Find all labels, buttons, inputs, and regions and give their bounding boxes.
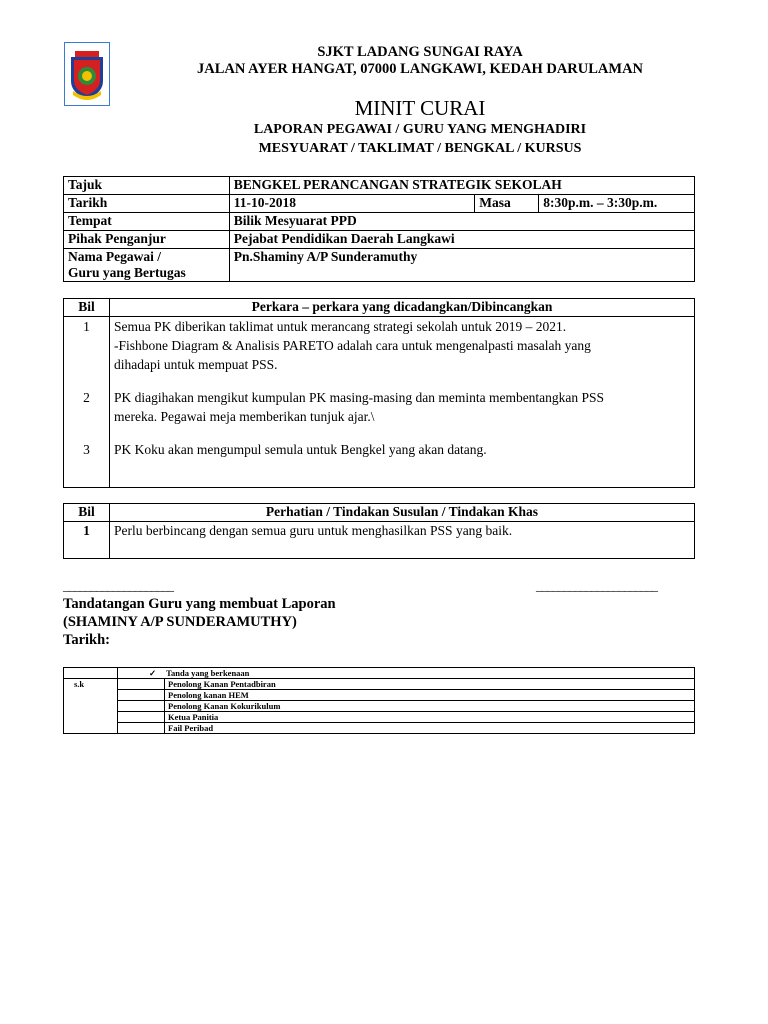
tarikh-label: Tarikh <box>64 195 230 213</box>
action-text: Perlu berbincang dengan semua guru untuk menghasilkan PSS yang baik. <box>110 522 695 559</box>
pegawai-label-line-1: Nama Pegawai / <box>68 249 161 264</box>
info-row-pegawai <box>64 249 695 282</box>
tajuk-value: BENGKEL PERANCANGAN STRATEGIK SEKOLAH <box>229 177 694 195</box>
distribution-row <box>64 723 695 734</box>
action-number: 1 <box>64 522 110 559</box>
signature-line-right: ______________________ <box>536 578 657 593</box>
school-name: SJKT LADANG SUNGAI RAYA <box>317 44 523 60</box>
item-number-2: 2 <box>83 390 90 405</box>
recipient-5: Fail Peribad <box>165 723 695 734</box>
penganjur-value: Pejabat Pendidikan Daerah Langkawi <box>229 231 694 249</box>
discussion-table <box>63 298 695 488</box>
recipient-4: Ketua Panitia <box>165 712 695 723</box>
discussion-numbers <box>64 317 110 488</box>
info-row-tajuk <box>64 177 695 195</box>
distribution-header-label: Tanda yang berkenaan <box>166 668 250 678</box>
pegawai-label <box>64 249 230 282</box>
col-perhatian: Perhatian / Tindakan Susulan / Tindakan Khas <box>110 504 695 522</box>
tempat-label: Tempat <box>64 213 230 231</box>
info-table <box>63 176 695 282</box>
document-subtitle-2: MESYUARAT / TAKLIMAT / BENGKAL / KURSUS <box>258 141 582 156</box>
info-row-tarikh <box>64 195 695 213</box>
tarikh-value: 11-10-2018 <box>229 195 475 213</box>
signature-label: Tandatangan Guru yang membuat Laporan <box>63 596 336 612</box>
item-1-line-2: -Fishbone Diagram & Analisis PARETO adalah cara untuk mengenalpasti masalah yang <box>114 338 591 353</box>
penganjur-label: Pihak Penganjur <box>64 231 230 249</box>
item-1-line-1: Semua PK diberikan taklimat untuk merancang strategi sekolah untuk 2019 – 2021. <box>114 319 567 334</box>
masa-label: Masa <box>475 195 539 213</box>
distribution-row <box>64 690 695 701</box>
check-icon: ✓ <box>149 668 157 678</box>
school-logo <box>64 42 110 106</box>
school-crest-icon <box>65 43 109 105</box>
action-table <box>63 503 695 559</box>
item-1-line-3: dihadapi untuk mempuat PSS. <box>114 357 278 372</box>
school-address: JALAN AYER HANGAT, 07000 LANGKAWI, KEDAH DARULAMAN <box>196 61 644 77</box>
pegawai-label-line-2: Guru yang Bertugas <box>68 265 186 280</box>
item-2-line-2: mereka. Pegawai meja memberikan tunjuk ajar.\ <box>114 409 375 424</box>
masa-value: 8:30p.m. – 3:30p.m. <box>539 195 695 213</box>
distribution-header <box>118 668 695 679</box>
document-title: MINIT CURAI <box>354 96 486 120</box>
discussion-body-row <box>64 317 695 488</box>
distribution-row <box>64 679 695 690</box>
distribution-row <box>64 712 695 723</box>
action-row <box>64 522 695 559</box>
discussion-content <box>110 317 695 488</box>
item-number-3: 3 <box>83 442 90 457</box>
discussion-header-row <box>64 299 695 317</box>
sk-label: s.k <box>64 679 118 734</box>
recipient-3: Penolong Kanan Kokurikulum <box>165 701 695 712</box>
info-row-penganjur <box>64 231 695 249</box>
signature-line-left: ____________________ <box>63 578 173 593</box>
distribution-row <box>64 701 695 712</box>
item-2-line-1: PK diagihakan mengikut kumpulan PK masing-masing dan meminta membentangkan PSS <box>114 390 605 405</box>
action-header-row <box>64 504 695 522</box>
col-bil: Bil <box>64 299 110 317</box>
item-number-1: 1 <box>83 319 90 334</box>
col-bil-action: Bil <box>64 504 110 522</box>
recipient-2: Penolong kanan HEM <box>165 690 695 701</box>
col-perkara: Perkara – perkara yang dicadangkan/Dibincangkan <box>110 299 695 317</box>
signature-date-label: Tarikh: <box>63 632 111 648</box>
document-subtitle-1: LAPORAN PEGAWAI / GURU YANG MENGHADIRI <box>253 122 587 137</box>
recipient-1: Penolong Kanan Pentadbiran <box>165 679 695 690</box>
tajuk-label: Tajuk <box>64 177 230 195</box>
pegawai-value: Pn.Shaminy A/P Sunderamuthy <box>229 249 694 282</box>
distribution-header-row <box>64 668 695 679</box>
signature-name: (SHAMINY A/P SUNDERAMUTHY) <box>63 614 297 630</box>
tempat-value: Bilik Mesyuarat PPD <box>229 213 694 231</box>
distribution-table <box>63 667 695 734</box>
info-row-tempat <box>64 213 695 231</box>
item-3-line-1: PK Koku akan mengumpul semula untuk Bengkel yang akan datang. <box>114 442 487 457</box>
